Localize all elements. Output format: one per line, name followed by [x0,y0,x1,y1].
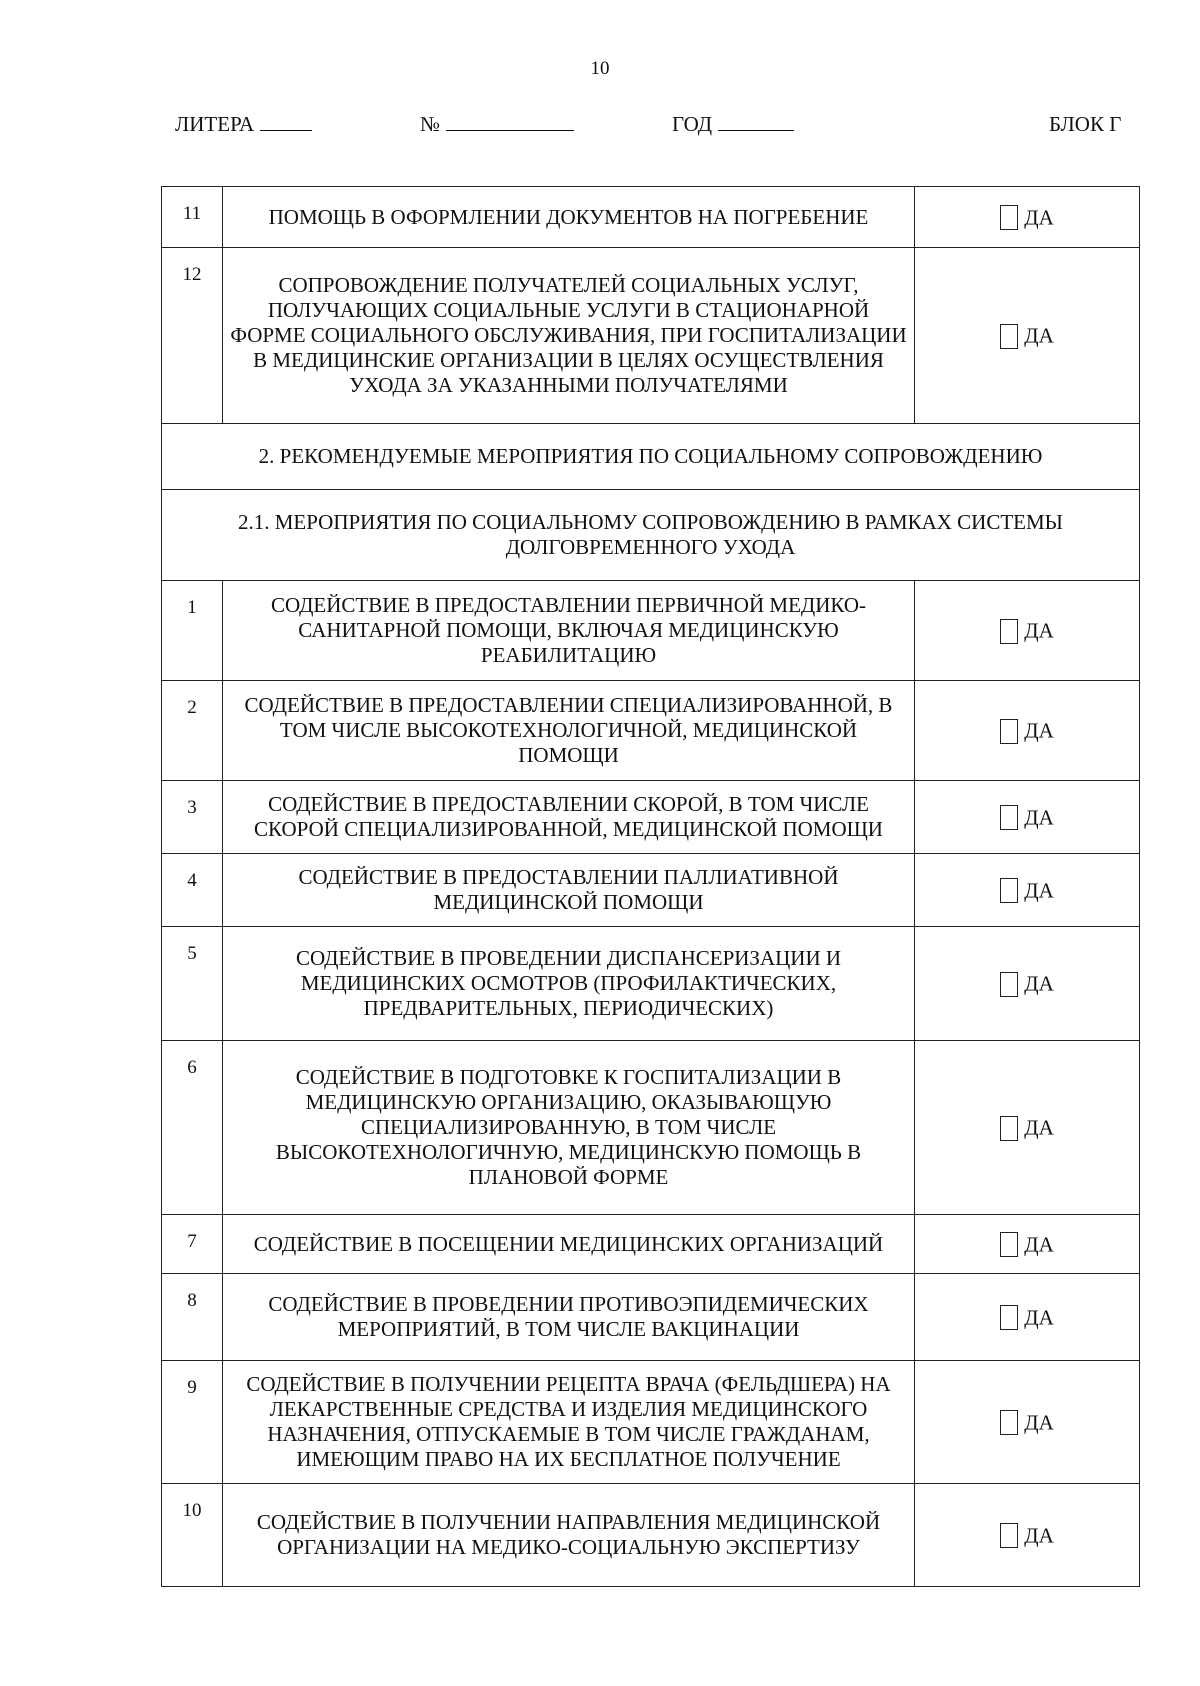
checkbox-icon[interactable] [1000,324,1018,349]
checkbox-icon[interactable] [1000,805,1018,830]
yes-checkbox[interactable] [915,1484,1140,1587]
checkbox-label: ДА [1024,1305,1054,1330]
row-number: 1 [162,581,223,681]
number-blank[interactable] [446,112,574,131]
page-number: 10 [590,58,610,79]
row-text: СОДЕЙСТВИЕ В ПРОВЕДЕНИИ ДИСПАНСЕРИЗАЦИИ И МЕДИЦИНСКИХ ОСМОТРОВ (ПРОФИЛАКТИЧЕСКИХ, ПРЕДВАРИТЕЛЬНЫХ, ПЕРИОДИЧЕСКИХ) [223,927,915,1041]
yes-checkbox[interactable] [915,1041,1140,1215]
litera-label: ЛИТЕРА [175,112,255,136]
yes-checkbox[interactable] [915,1361,1140,1484]
number-label: № [420,112,441,136]
checkbox-label: ДА [1024,323,1054,348]
checkbox-label: ДА [1024,805,1054,830]
checkbox-label: ДА [1024,1410,1054,1435]
checkbox-label: ДА [1024,618,1054,643]
row-text: СОДЕЙСТВИЕ В ПРЕДОСТАВЛЕНИИ СКОРОЙ, В ТОМ ЧИСЛЕ СКОРОЙ СПЕЦИАЛИЗИРОВАННОЙ, МЕДИЦИНСКОЙ ПОМОЩИ [223,781,915,854]
table-row [162,927,1140,1041]
yes-checkbox[interactable] [915,581,1140,681]
row-number: 5 [162,927,223,1041]
checkbox-icon[interactable] [1000,719,1018,744]
row-number: 3 [162,781,223,854]
yes-checkbox[interactable] [915,187,1140,248]
checkbox-icon[interactable] [1000,1523,1018,1548]
year-field[interactable] [672,112,794,137]
row-number: 12 [162,248,223,424]
yes-checkbox[interactable] [915,927,1140,1041]
table-row [162,681,1140,781]
checkbox-icon[interactable] [1000,1410,1018,1435]
checkbox-icon[interactable] [1000,205,1018,230]
checkbox-icon[interactable] [1000,1232,1018,1257]
checkbox-icon[interactable] [1000,878,1018,903]
row-text: СОДЕЙСТВИЕ В ПРЕДОСТАВЛЕНИИ ПАЛЛИАТИВНОЙ МЕДИЦИНСКОЙ ПОМОЩИ [223,854,915,927]
yes-checkbox[interactable] [915,1215,1140,1274]
section-row [162,424,1140,490]
checkbox-icon[interactable] [1000,619,1018,644]
checkbox-label: ДА [1024,1523,1054,1548]
section-row [162,490,1140,581]
yes-checkbox[interactable] [915,248,1140,424]
yes-checkbox[interactable] [915,854,1140,927]
table-row [162,1041,1140,1215]
row-number: 11 [162,187,223,248]
yes-checkbox[interactable] [915,1274,1140,1361]
subsection-heading: 2.1. МЕРОПРИЯТИЯ ПО СОЦИАЛЬНОМУ СОПРОВОЖДЕНИЮ В РАМКАХ СИСТЕМЫ ДОЛГОВРЕМЕННОГО УХОДА [162,490,1140,581]
checkbox-label: ДА [1024,971,1054,996]
table-row [162,1484,1140,1587]
block-label: БЛОК Г [1049,112,1122,136]
row-number: 8 [162,1274,223,1361]
litera-field[interactable] [175,112,312,137]
section-heading: 2. РЕКОМЕНДУЕМЫЕ МЕРОПРИЯТИЯ ПО СОЦИАЛЬНОМУ СОПРОВОЖДЕНИЮ [162,424,1140,490]
yes-checkbox[interactable] [915,681,1140,781]
table-row [162,581,1140,681]
table-row [162,248,1140,424]
row-number: 7 [162,1215,223,1274]
row-text: СОДЕЙСТВИЕ В ПРОВЕДЕНИИ ПРОТИВОЭПИДЕМИЧЕСКИХ МЕРОПРИЯТИЙ, В ТОМ ЧИСЛЕ ВАКЦИНАЦИИ [223,1274,915,1361]
checkbox-label: ДА [1024,718,1054,743]
row-number: 9 [162,1361,223,1484]
row-text: СОДЕЙСТВИЕ В ПОЛУЧЕНИИ РЕЦЕПТА ВРАЧА (ФЕЛЬДШЕРА) НА ЛЕКАРСТВЕННЫЕ СРЕДСТВА И ИЗДЕЛИЯ МЕДИЦИНСКОГО НАЗНАЧЕНИЯ, ОТПУСКАЕМЫЕ В ТОМ ЧИСЛЕ ГРАЖДАНАМ, ИМЕЮЩИМ ПРАВО НА ИХ БЕСПЛАТНОЕ ПОЛУЧЕНИЕ [223,1361,915,1484]
row-number: 2 [162,681,223,781]
table-row [162,854,1140,927]
checkbox-icon[interactable] [1000,1116,1018,1141]
table-row [162,1215,1140,1274]
row-number: 4 [162,854,223,927]
number-field[interactable] [420,112,574,137]
row-number: 10 [162,1484,223,1587]
checkbox-icon[interactable] [1000,972,1018,997]
row-text: ПОМОЩЬ В ОФОРМЛЕНИИ ДОКУМЕНТОВ НА ПОГРЕБЕНИЕ [223,187,915,248]
checkbox-label: ДА [1024,205,1054,230]
year-blank[interactable] [718,112,794,131]
checkbox-label: ДА [1024,1115,1054,1140]
row-number: 6 [162,1041,223,1215]
checkbox-label: ДА [1024,1232,1054,1257]
yes-checkbox[interactable] [915,781,1140,854]
litera-blank[interactable] [260,112,312,131]
row-text: СОДЕЙСТВИЕ В ПРЕДОСТАВЛЕНИИ ПЕРВИЧНОЙ МЕДИКО-САНИТАРНОЙ ПОМОЩИ, ВКЛЮЧАЯ МЕДИЦИНСКУЮ РЕАБИЛИТАЦИЮ [223,581,915,681]
table-row [162,187,1140,248]
checkbox-label: ДА [1024,878,1054,903]
year-label: ГОД [672,112,713,136]
checkbox-icon[interactable] [1000,1305,1018,1330]
table-row [162,781,1140,854]
row-text: СОДЕЙСТВИЕ В ПОДГОТОВКЕ К ГОСПИТАЛИЗАЦИИ В МЕДИЦИНСКУЮ ОРГАНИЗАЦИЮ, ОКАЗЫВАЮЩУЮ СПЕЦИАЛИЗИРОВАННУЮ, В ТОМ ЧИСЛЕ ВЫСОКОТЕХНОЛОГИЧНУЮ, МЕДИЦИНСКУЮ ПОМОЩЬ В ПЛАНОВОЙ ФОРМЕ [223,1041,915,1215]
table-row [162,1361,1140,1484]
row-text: СОДЕЙСТВИЕ В ПОСЕЩЕНИИ МЕДИЦИНСКИХ ОРГАНИЗАЦИЙ [223,1215,915,1274]
row-text: СОДЕЙСТВИЕ В ПОЛУЧЕНИИ НАПРАВЛЕНИЯ МЕДИЦИНСКОЙ ОРГАНИЗАЦИИ НА МЕДИКО-СОЦИАЛЬНУЮ ЭКСПЕРТИЗУ [223,1484,915,1587]
row-text: СОПРОВОЖДЕНИЕ ПОЛУЧАТЕЛЕЙ СОЦИАЛЬНЫХ УСЛУГ, ПОЛУЧАЮЩИХ СОЦИАЛЬНЫЕ УСЛУГИ В СТАЦИОНАРНОЙ ФОРМЕ СОЦИАЛЬНОГО ОБСЛУЖИВАНИЯ, ПРИ ГОСПИТАЛИЗАЦИИ В МЕДИЦИНСКИЕ ОРГАНИЗАЦИИ В ЦЕЛЯХ ОСУЩЕСТВЛЕНИЯ УХОДА ЗА УКАЗАННЫМИ ПОЛУЧАТЕЛЯМИ [223,248,915,424]
services-table [161,186,1140,1587]
table-row [162,1274,1140,1361]
row-text: СОДЕЙСТВИЕ В ПРЕДОСТАВЛЕНИИ СПЕЦИАЛИЗИРОВАННОЙ, В ТОМ ЧИСЛЕ ВЫСОКОТЕХНОЛОГИЧНОЙ, МЕДИЦИНСКОЙ ПОМОЩИ [223,681,915,781]
